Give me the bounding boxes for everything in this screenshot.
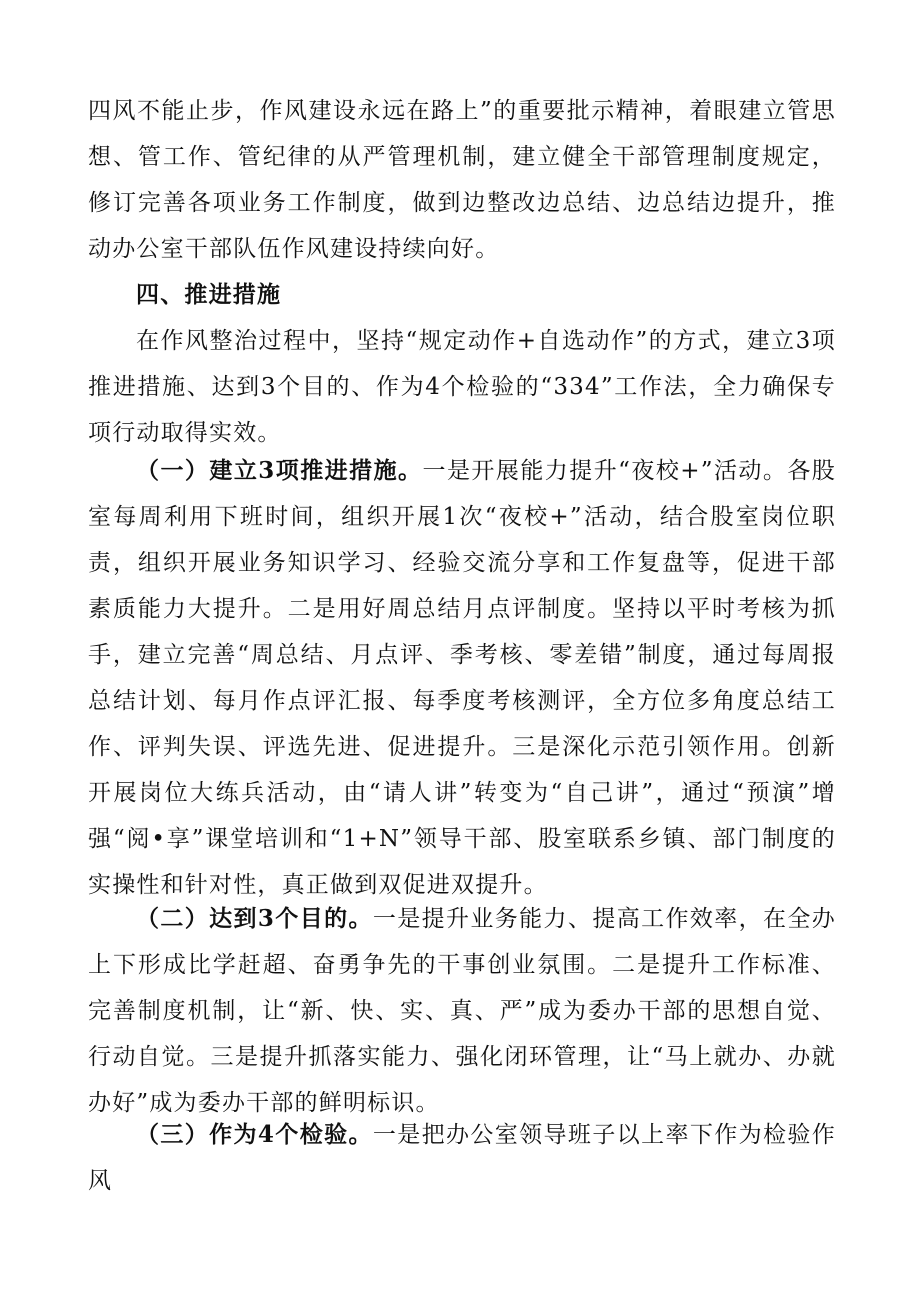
paragraph-subsection-2 [88, 896, 836, 1126]
subsection-2-lead: （二）达到3个目的。 [136, 905, 373, 932]
paragraph-intro-continuation: 四风不能止步，作风建设永远在路上”的重要批示精神，着眼建立管思想、管工作、管纪律的从严管理机制，建立健全干部管理制度规定，修订完善各项业务工作制度，做到边整改边总结、边总结边提升，推动办公室干部队伍作风建设持续向好。 [88, 98, 836, 262]
subsection-3-lead: （三）作为4个检验。 [136, 1121, 373, 1148]
subsection-2-body: 一是提升业务能力、提高工作效率，在全办上下形成比学赶超、奋勇争先的干事创业氛围。二是提升工作标准、完善制度机制，让“新、快、实、真、严”成为委办干部的思想自觉、行动自觉。三是提升抓落实能力、强化闭环管理，让“马上就办、办就办好”成为委办干部的鲜明标识。 [88, 906, 836, 1116]
subsection-3-body: 一是把办公室领导班子以上率下作为检验作风 [88, 1122, 836, 1194]
paragraph-measures-intro: 在作风整治过程中，坚持“规定动作+自选动作”的方式，建立3项推进措施、达到3个目的、作为4个检验的“334”工作法，全力确保专项行动取得实效。 [88, 328, 836, 446]
paragraph-subsection-3 [88, 1112, 836, 1204]
subsection-1-lead: （一）建立3项推进措施。 [136, 457, 423, 484]
subsection-1-body: 一是开展能力提升“夜校+”活动。各股室每周利用下班时间，组织开展1次“夜校+”活动，结合股室岗位职责，组织开展业务知识学习、经验交流分享和工作复盘等，促进干部素质能力大提升。二是用好周总结月点评制度。坚持以平时考核为抓手，建立完善“周总结、月点评、季考核、零差错”制度，通过每周报总结计划、每月作点评汇报、每季度考核测评，全方位多角度总结工作、评判失误、评选先进、促进提升。三是深化示范引领作用。创新开展岗位大练兵活动，由“请人讲”转变为“自己讲”，通过“预演”增强“阅•享”课堂培训和“1+N”领导干部、股室联系乡镇、部门制度的实操性和针对性，真正做到双促进双提升。 [88, 458, 837, 898]
paragraph-subsection-1 [88, 448, 836, 908]
section-heading-4: 四、推进措施 [136, 281, 282, 308]
